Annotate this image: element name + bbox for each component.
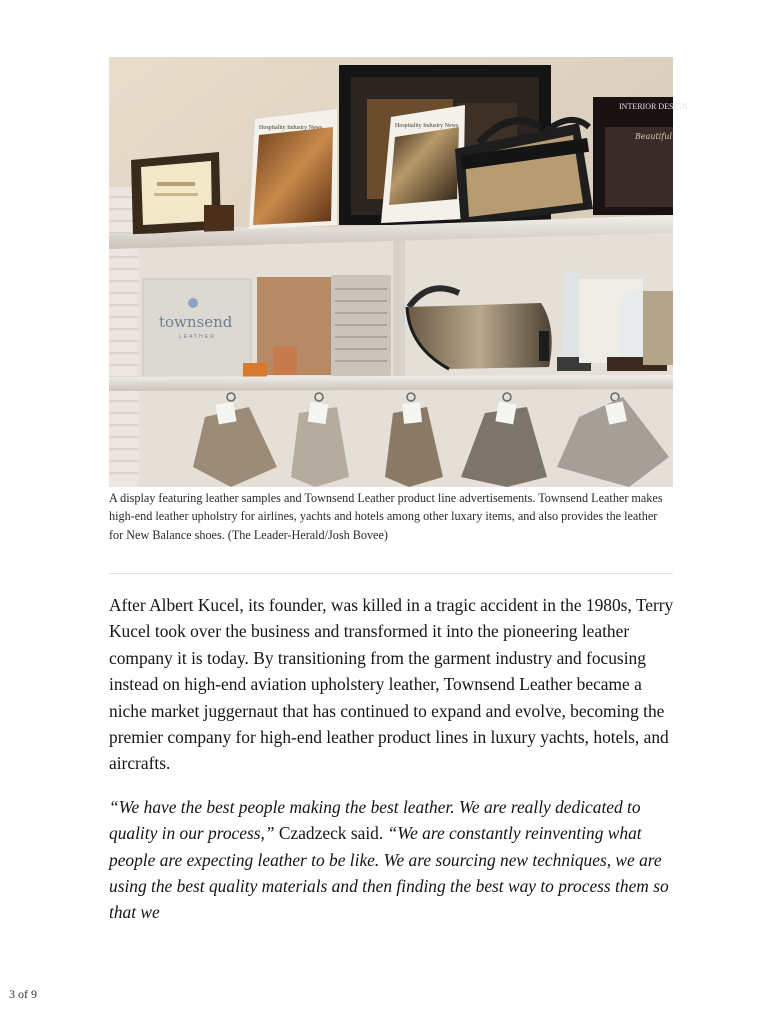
- quote-attribution: Czadzeck said.: [274, 823, 388, 844]
- magazine-title: INTERIOR DESIGN: [619, 102, 688, 111]
- hospitality-magazine-2: [381, 105, 465, 223]
- hospitality-label-1: Hospitality Industry News: [259, 125, 323, 131]
- page-number: 3 of 9: [9, 987, 37, 1001]
- quote-part-2: “We are constantly reinventing what people are expecting leather to be like. We are sourcing new techniques, we are using the best quality materials and then finding the best way to process them so that we: [109, 823, 669, 923]
- quote-part-1: “We have the best people making the best leather. We are really dedicated to quality in our process,”: [109, 796, 641, 844]
- box-brand: townsend: [159, 313, 233, 331]
- leather-display-photo: [109, 57, 688, 487]
- hospitality-magazine-1: [249, 109, 337, 229]
- magazine-script: Beautiful: [635, 132, 672, 141]
- hospitality-label-2: Hospitality Industry News: [395, 123, 459, 129]
- framed-certificate: [131, 152, 234, 235]
- photo-caption: A display featuring leather samples and Townsend Leather product line advertisements. Townsend Leather makes high-end leather upholstry for airlines, yachts and hotels among other luxary items, and also provides the leather for New Balance shoes. (The Leader-Herald/Josh Bovee): [109, 491, 663, 542]
- article-paragraph-1: After Albert Kucel, its founder, was killed in a tragic accident in the 1980s, Terry Kucel took over the business and transformed it into the pioneering leather company it is today. By transitioning from the garment industry and focusing instead on high-end aviation upholstery leather, Townsend Leather became a niche market juggernaut that has continued to expand and evolve, becoming the premier company for high-end leather product lines in luxury yachts, hotels, and aircrafts.: [109, 595, 674, 774]
- photo-illustration: [109, 57, 688, 487]
- article-quote-paragraph: [109, 794, 675, 926]
- caption-divider: [109, 573, 673, 574]
- article-body: [109, 592, 675, 926]
- townsend-box: [143, 279, 251, 379]
- interior-design-magazine: [593, 97, 688, 215]
- box-sub: LEATHER: [179, 334, 216, 340]
- leather-swatch-book: [243, 275, 391, 377]
